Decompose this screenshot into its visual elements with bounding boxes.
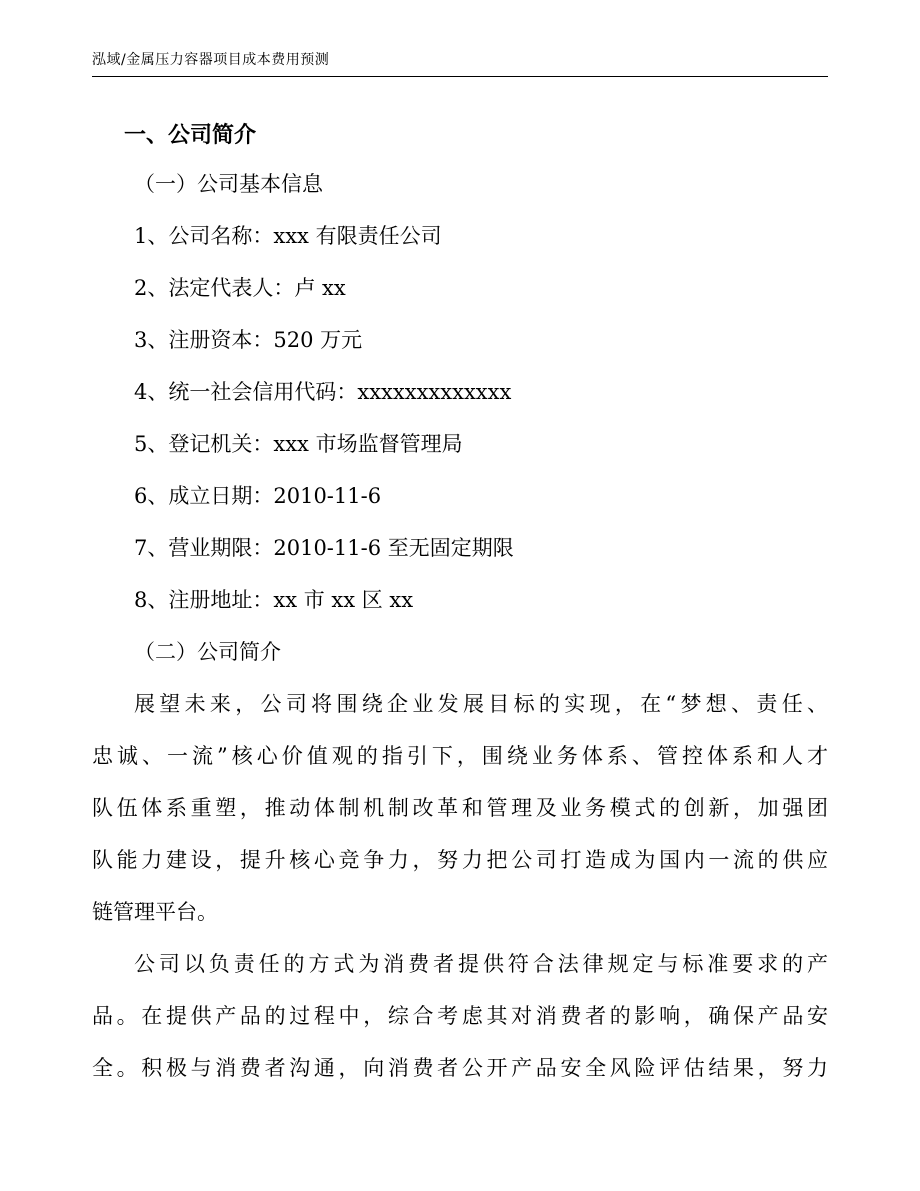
running-header: 泓域/金属压力容器项目成本费用预测 [92,52,330,68]
paragraph-line: 展望未来，公司将围绕企业发展目标的实现，在“梦想、责任、 [134,692,828,716]
paragraph-line: 全。积极与消费者沟通，向消费者公开产品安全风险评估结果，努力 [92,1056,828,1080]
paragraph-line: 忠诚、一流”核心价值观的指引下，围绕业务体系、管控体系和人才 [92,744,828,768]
info-item-registered-capital: 3、注册资本：520 万元 [134,328,363,352]
info-item-legal-representative: 2、法定代表人：卢 xx [134,276,346,300]
section-heading: 一、公司简介 [124,123,257,148]
paragraph-line: 队伍体系重塑，推动体制机制改革和管理及业务模式的创新，加强团 [92,796,828,820]
info-item-registration-authority: 5、登记机关：xxx 市场监督管理局 [134,432,463,456]
paragraph-line: 队能力建设，提升核心竞争力，努力把公司打造成为国内一流的供应 [92,848,828,872]
info-item-company-name: 1、公司名称：xxx 有限责任公司 [134,224,442,248]
info-item-establishment-date: 6、成立日期：2010-11-6 [134,484,382,508]
header-divider [92,76,828,77]
info-item-credit-code: 4、统一社会信用代码：xxxxxxxxxxxxx [134,380,512,404]
info-item-registered-address: 8、注册地址：xx 市 xx 区 xx [134,588,414,612]
paragraph-line: 链管理平台。 [92,900,218,924]
paragraph-line: 公司以负责任的方式为消费者提供符合法律规定与标准要求的产 [134,952,828,976]
paragraph-line: 品。在提供产品的过程中，综合考虑其对消费者的影响，确保产品安 [92,1004,828,1028]
subsection-heading-basic-info: （一）公司基本信息 [134,172,323,196]
info-item-business-term: 7、营业期限：2010-11-6 至无固定期限 [134,536,514,560]
subsection-heading-intro: （二）公司简介 [134,640,281,664]
